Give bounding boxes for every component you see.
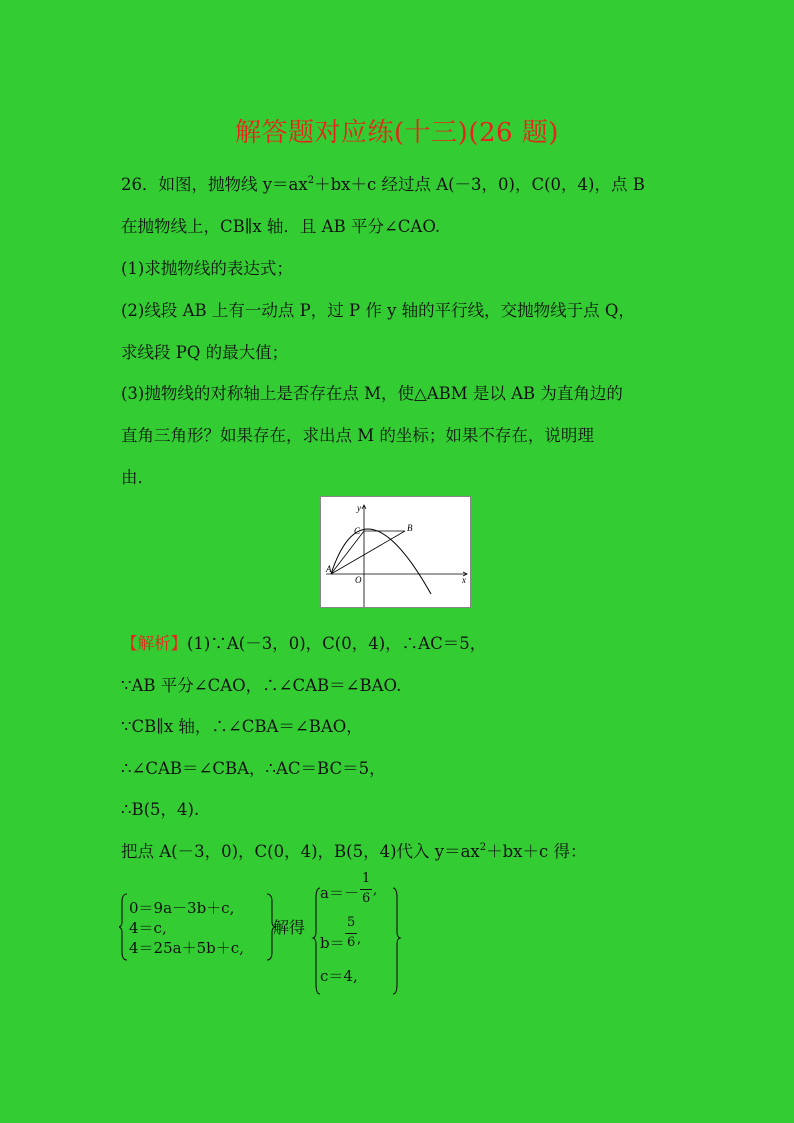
solution-line-2: ∵AB 平分∠CAO，∴∠CAB＝∠BAO. xyxy=(121,676,402,695)
b-comma: , xyxy=(357,932,362,947)
question-1: (1)求抛物线的表达式； xyxy=(121,259,293,278)
solution-a-lhs: a＝－ xyxy=(320,884,359,902)
parabola-curve xyxy=(331,529,431,594)
x-label: x xyxy=(462,575,466,585)
page-title: 解答题对应练(十三)(26 题) xyxy=(235,118,559,148)
solution-line-4: ∴∠CAB＝∠CBA，∴AC＝BC＝5， xyxy=(121,759,386,778)
solution-line-3: ∵CB∥x 轴，∴∠CBA＝∠BAO， xyxy=(121,717,363,736)
solution-line-5: ∴B(5，4). xyxy=(121,800,200,819)
question-2-line-1: (2)线段 AB 上有一动点 P，过 P 作 y 轴的平行线，交抛物线于点 Q， xyxy=(121,301,635,320)
question-3-line-1: (3)抛物线的对称轴上是否存在点 M，使△ABM 是以 AB 为直角边的 xyxy=(121,384,623,403)
point-b-label: B xyxy=(407,523,413,533)
b-denominator: 6 xyxy=(347,935,356,950)
solution-line-1: 【解析】(1)∵A(－3，0)，C(0，4)，∴AC＝5， xyxy=(121,634,487,653)
problem-line-1: 26．如图，抛物线 $y=ax^2+bx+c$ 经过点 A(－3，0)，C(0，4)，点 B xyxy=(121,175,645,194)
solution-c: c＝4, xyxy=(320,967,358,985)
b-fraction-bar xyxy=(345,933,357,934)
y-label: y xyxy=(357,503,361,513)
point-c-label: C xyxy=(354,526,361,536)
equation-3: 4＝25a＋5b＋c, xyxy=(129,939,244,957)
solve-word: 解得 xyxy=(273,918,306,937)
problem-line-2: 在抛物线上，CB∥x 轴．且 AB 平分∠CAO. xyxy=(121,217,441,236)
b-numerator: 5 xyxy=(347,915,356,930)
equation-2: 4＝c, xyxy=(129,919,167,937)
a-numerator: 1 xyxy=(362,871,371,886)
solution-b-lhs: b＝ xyxy=(320,934,345,952)
question-2-line-2: 求线段 PQ 的最大值； xyxy=(121,343,289,362)
question-3-line-2: 直角三角形？如果存在，求出点 M 的坐标；如果不存在，说明理 xyxy=(121,426,594,445)
a-denominator: 6 xyxy=(362,891,371,906)
equation-1: 0＝9a－3b＋c, xyxy=(129,899,235,917)
a-comma: , xyxy=(373,883,378,898)
point-a-label: A xyxy=(326,564,332,574)
question-3-line-3: 由． xyxy=(121,468,154,487)
parabola-figure xyxy=(320,496,471,608)
segment-ab xyxy=(331,531,405,574)
a-fraction-bar xyxy=(360,889,372,890)
solution-line-6: 把点 A(－3，0)，C(0，4)，B(5，4)代入 $y=ax^2+bx+c$ 得： xyxy=(121,842,587,861)
segment-ac xyxy=(331,531,364,574)
origin-label: O xyxy=(355,575,362,585)
